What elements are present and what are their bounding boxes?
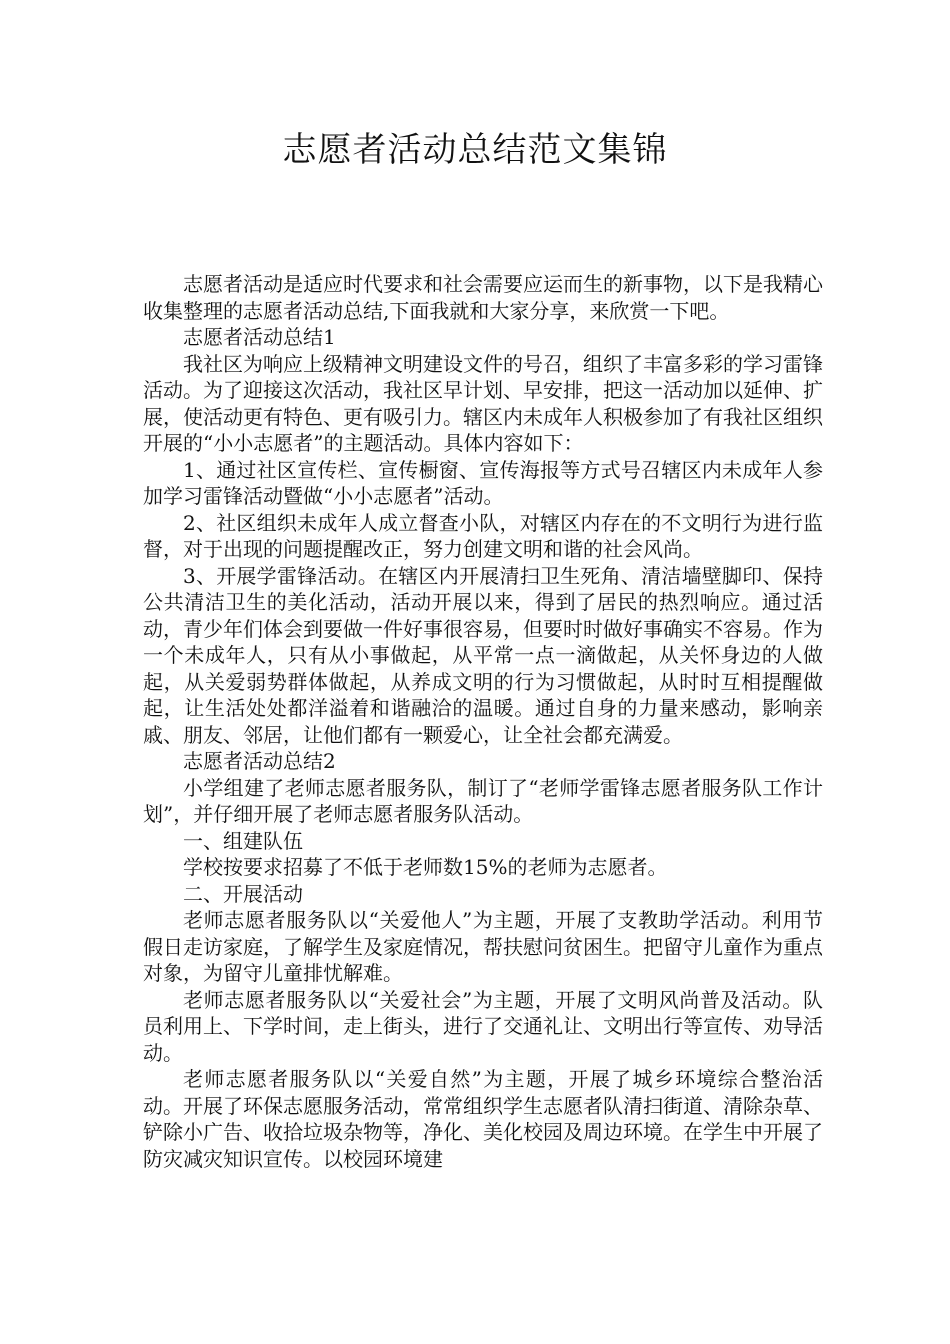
subsection-heading: 一、组建队伍 <box>183 828 303 853</box>
list-item: 3、开展学雷锋活动。在辖区内开展清扫卫生死角、清洁墙壁脚印、保持公共清洁卫生的美化活动，活动开展以来，得到了居民的热烈响应。通过活动，青少年们体会到要做一件好事很容易，但要时时做好事确实不容易。作为一个未成年人，只有从小事做起，从平常一点一滴做起，从关怀身边的人做起，从关爱弱势群体做起，从养成文明的行为习惯做起，从时时互相提醒做起，让生活处处都洋溢着和谐融洽的温暖。通过自身的力量来感动，影响亲戚、朋友、邻居，让他们都有一颗爱心，让全社会都充满爱。 <box>143 563 823 747</box>
paragraph: 老师志愿者服务队以“关爱社会”为主题，开展了文明风尚普及活动。队员利用上、下学时间，走上街头，进行了交通礼让、文明出行等宣传、劝导活动。 <box>143 987 823 1065</box>
paragraph: 我社区为响应上级精神文明建设文件的号召，组织了丰富多彩的学习雷锋活动。为了迎接这次活动，我社区早计划、早安排，把这一活动加以延伸、扩展，使活动更有特色、更有吸引力。辖区内未成年人积极参加了有我社区组织开展的“小小志愿者”的主题活动。具体内容如下： <box>143 351 823 455</box>
paragraph: 小学组建了老师志愿者服务队，制订了“老师学雷锋志愿者服务队工作计划”，并仔细开展了老师志愿者服务队活动。 <box>143 775 823 826</box>
document-title: 志愿者活动总结范文集锦 <box>282 130 668 170</box>
subsection-heading: 二、开展活动 <box>183 881 303 906</box>
section-heading: 志愿者活动总结1 <box>183 325 336 349</box>
paragraph: 学校按要求招募了不低于老师数15%的老师为志愿者。 <box>183 855 668 879</box>
document-body <box>143 271 823 1172</box>
paragraph: 老师志愿者服务队以“关爱他人”为主题，开展了支教助学活动。利用节假日走访家庭，了解学生及家庭情况，帮扶慰问贫困生。把留守儿童作为重点对象，为留守儿童排忧解难。 <box>143 908 823 985</box>
list-item: 1、通过社区宣传栏、宣传橱窗、宣传海报等方式号召辖区内未成年人参加学习雷锋活动暨做“小小志愿者”活动。 <box>143 457 823 508</box>
list-item: 2、社区组织未成年人成立督查小队，对辖区内存在的不文明行为进行监督，对于出现的问题提醒改正，努力创建文明和谐的社会风尚。 <box>143 510 823 561</box>
section-heading: 志愿者活动总结2 <box>183 749 336 773</box>
intro-paragraph: 志愿者活动是适应时代要求和社会需要应运而生的新事物，以下是我精心收集整理的志愿者活动总结,下面我就和大家分享，来欣赏一下吧。 <box>143 272 823 323</box>
paragraph: 老师志愿者服务队以“关爱自然”为主题，开展了城乡环境综合整治活动。开展了环保志愿服务活动，常常组织学生志愿者队清扫街道、清除杂草、铲除小广告、收拾垃圾杂物等，净化、美化校园及周边环境。在学生中开展了防灾减灾知识宣传。以校园环境建 <box>143 1067 823 1171</box>
